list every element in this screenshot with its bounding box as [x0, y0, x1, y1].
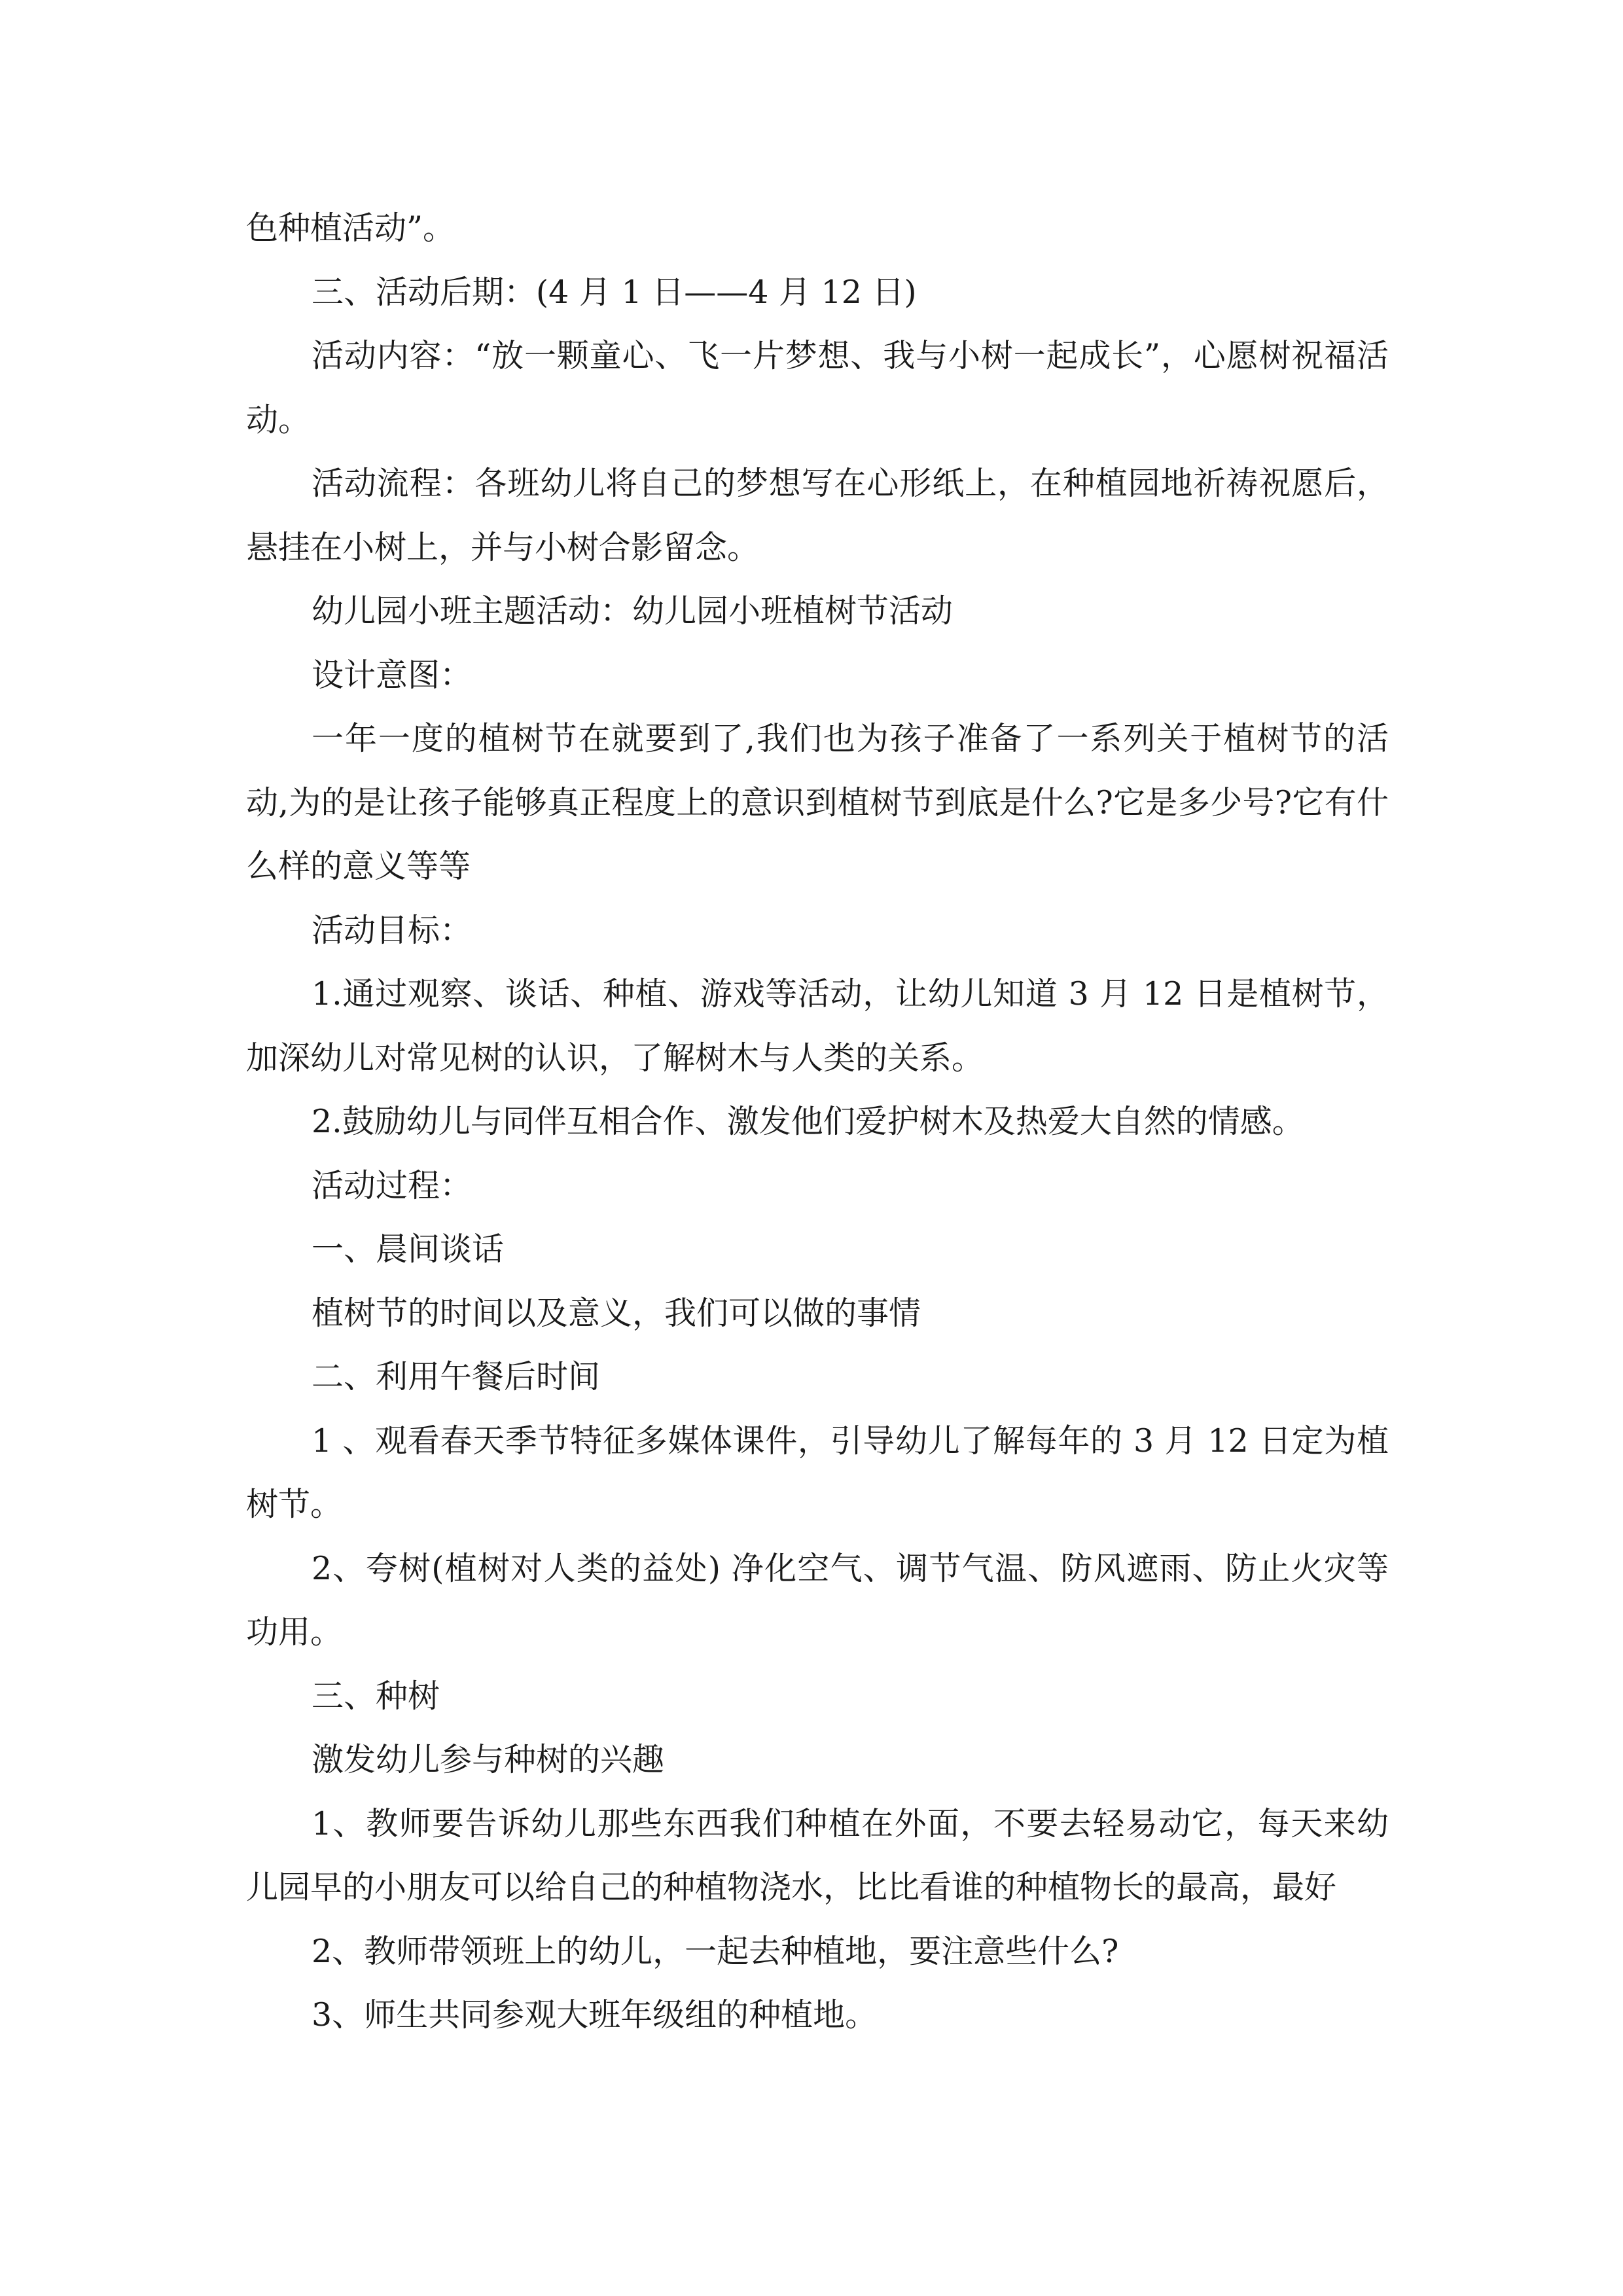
- theme-title: 幼儿园小班主题活动：幼儿园小班植树节活动: [312, 592, 954, 630]
- heading-activity-goals: 活动目标：: [312, 911, 473, 949]
- step-heading-morning-talk: 一、晨间谈话: [312, 1230, 505, 1268]
- step-heading-after-lunch: 二、利用午餐后时间: [312, 1358, 601, 1395]
- document-body: [246, 196, 1389, 2047]
- heading-activity-process: 活动过程：: [312, 1166, 473, 1204]
- paragraph-activity-flow: 活动流程：各班幼儿将自己的梦想写在心形纸上，在种植园地祈祷祝愿后，悬挂在小树上，并与小树合影留念。: [246, 465, 1389, 566]
- planting-item-3: 3、师生共同参观大班年级组的种植地。: [312, 1996, 878, 2034]
- paragraph-continuation: 色种植活动”。: [246, 209, 455, 247]
- heading-design-intent: 设计意图：: [312, 656, 473, 694]
- planting-item-2: 2、教师带领班上的幼儿，一起去种植地，要注意些什么?: [312, 1932, 1119, 1970]
- goal-item-2: 2.鼓励幼儿与同伴互相合作、激发他们爱护树木及热爱大自然的情感。: [312, 1103, 1304, 1140]
- step-heading-planting: 三、种树: [312, 1677, 440, 1715]
- goal-item-1: 1.通过观察、谈话、种植、游戏等活动，让幼儿知道 3 月 12 日是植树节，加深幼儿对常见树的认识，了解树木与人类的关系。: [246, 975, 1389, 1077]
- planting-item-1: 1、教师要告诉幼儿那些东西我们种植在外面，不要去轻易动它，每天来幼儿园早的小朋友可以给自己的种植物浇水，比比看谁的种植物长的最高，最好: [246, 1804, 1389, 1906]
- paragraph-design-intent: 一年一度的植树节在就要到了,我们也为孩子准备了一系列关于植树节的活动,为的是让孩子能够真正程度上的意识到植树节到底是什么?它是多少号?它有什么样的意义等等: [246, 720, 1389, 885]
- paragraph-morning-talk: 植树节的时间以及意义，我们可以做的事情: [312, 1294, 921, 1332]
- paragraph-planting-interest: 激发幼儿参与种树的兴趣: [312, 1741, 665, 1778]
- after-lunch-item-1: 1 、观看春天季节特征多媒体课件，引导幼儿了解每年的 3 月 12 日定为植树节。: [246, 1422, 1389, 1523]
- section-heading-late-phase: 三、活动后期：(4 月 1 日——4 月 12 日): [312, 273, 917, 311]
- after-lunch-item-2: 2、夸树(植树对人类的益处) 净化空气、调节气温、防风遮雨、防止火灾等功用。: [246, 1549, 1389, 1651]
- paragraph-activity-content: 活动内容：“放一颗童心、飞一片梦想、我与小树一起成长”，心愿树祝福活动。: [246, 337, 1389, 439]
